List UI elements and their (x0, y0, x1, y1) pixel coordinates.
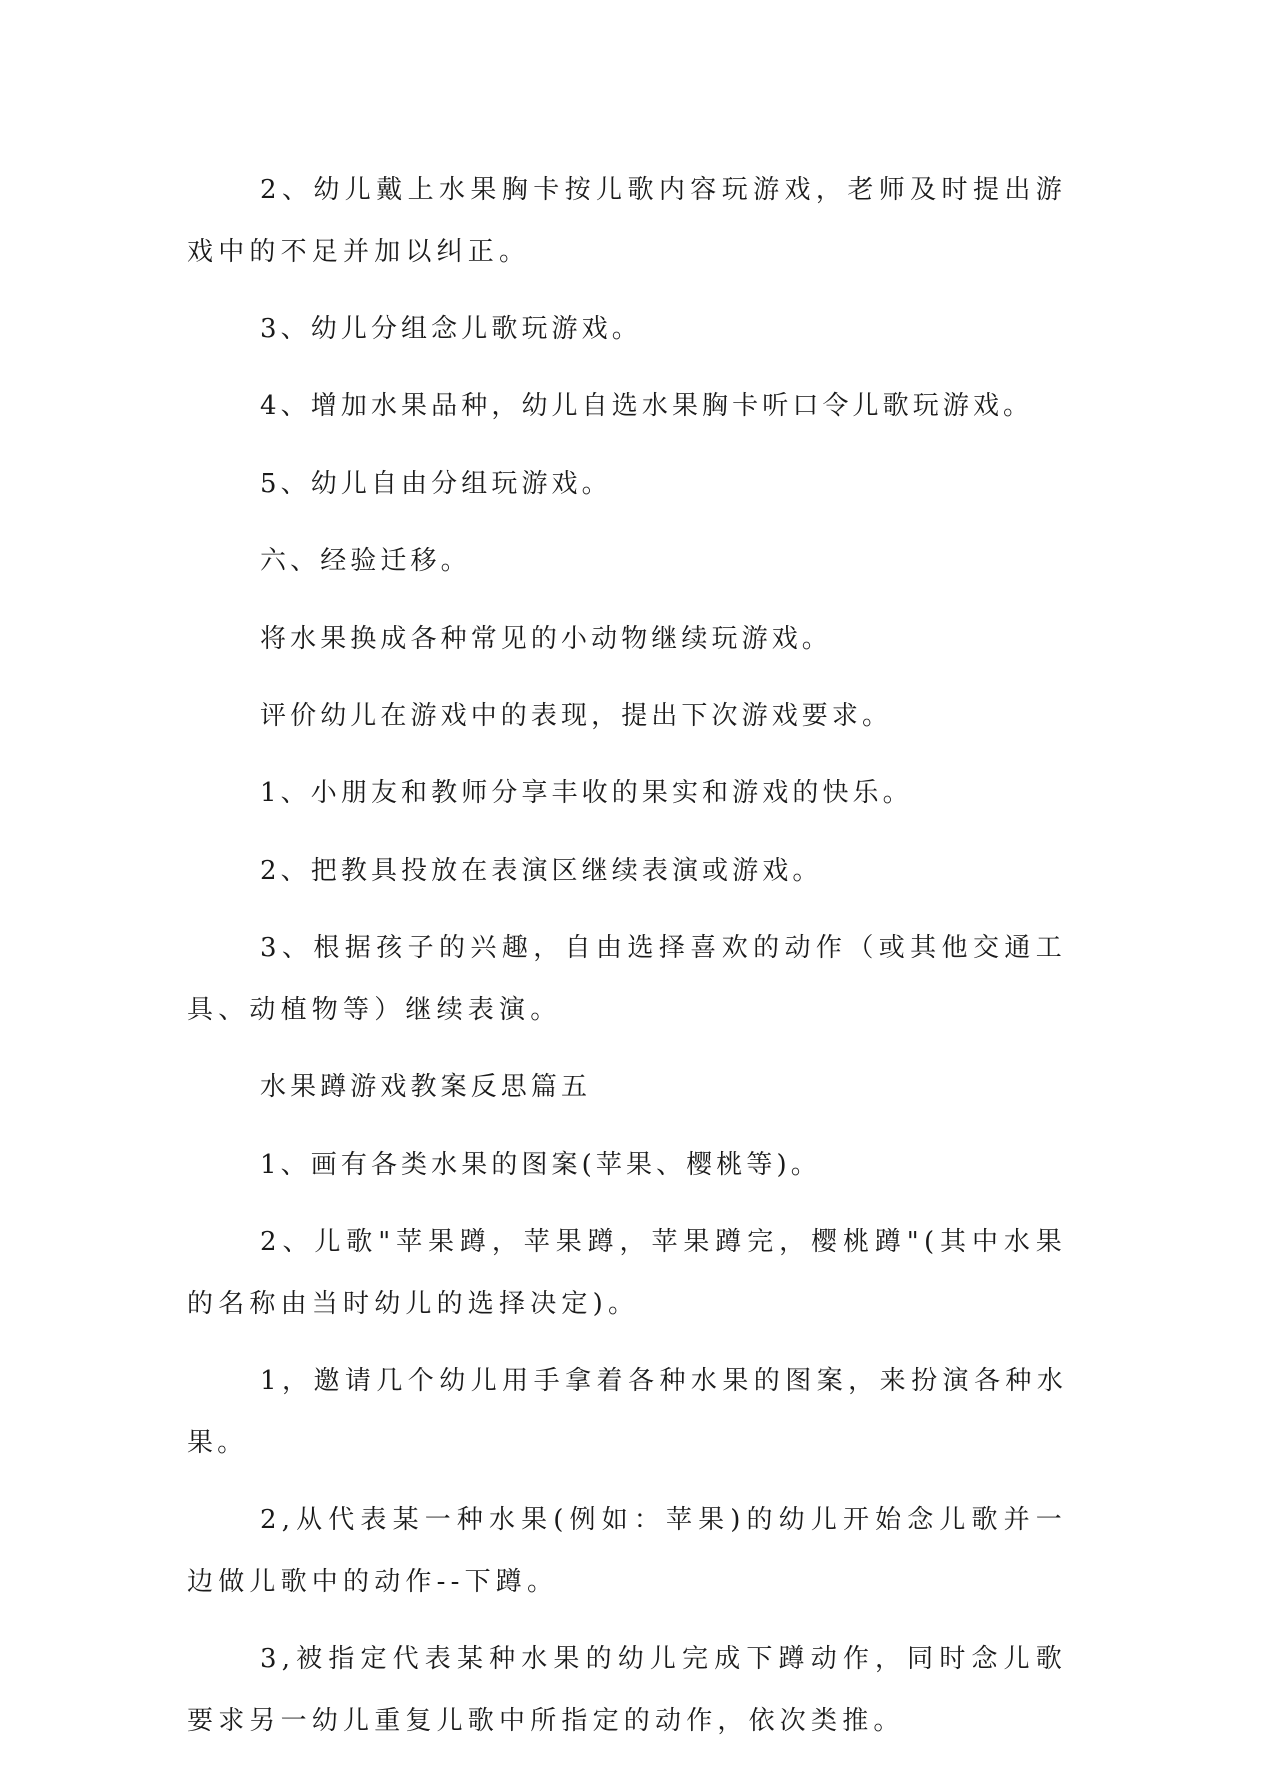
paragraph: 1、画有各类水果的图案(苹果、樱桃等)。 (260, 1149, 821, 1180)
paragraph: 评价幼儿在游戏中的表现，提出下次游戏要求。 (260, 701, 893, 732)
paragraph: 3、根据孩子的兴趣，自由选择喜欢的动作（或其他交通工具、动植物等）继续表演。 (187, 933, 1067, 1025)
paragraph: 2、把教具投放在表演区继续表演或游戏。 (260, 855, 823, 886)
section-title: 水果蹲游戏教案反思篇五 (260, 1072, 592, 1103)
paragraph: 5、幼儿自由分组玩游戏。 (260, 468, 612, 499)
paragraph: 4、增加水果品种，幼儿自选水果胸卡听口令儿歌玩游戏。 (260, 391, 1034, 422)
paragraph: 2,从代表某一种水果(例如：苹果)的幼儿开始念儿歌并一边做儿歌中的动作--下蹲。 (187, 1505, 1067, 1597)
section-heading: 六、经验迁移。 (260, 546, 471, 577)
paragraph: 3、幼儿分组念儿歌玩游戏。 (260, 314, 642, 345)
paragraph: 将水果换成各种常见的小动物继续玩游戏。 (260, 623, 832, 654)
document-body (187, 160, 1067, 1768)
paragraph: 2、幼儿戴上水果胸卡按儿歌内容玩游戏，老师及时提出游戏中的不足并加以纠正。 (187, 175, 1067, 267)
paragraph: 1、小朋友和教师分享丰收的果实和游戏的快乐。 (260, 778, 913, 809)
paragraph: 3,被指定代表某种水果的幼儿完成下蹲动作，同时念儿歌要求另一幼儿重复儿歌中所指定的动作，依次类推。 (187, 1644, 1067, 1737)
paragraph: 1，邀请几个幼儿用手拿着各种水果的图案，来扮演各种水果。 (187, 1366, 1067, 1458)
paragraph: 2、儿歌"苹果蹲，苹果蹲，苹果蹲完，樱桃蹲"(其中水果的名称由当时幼儿的选择决定)。 (187, 1227, 1067, 1319)
